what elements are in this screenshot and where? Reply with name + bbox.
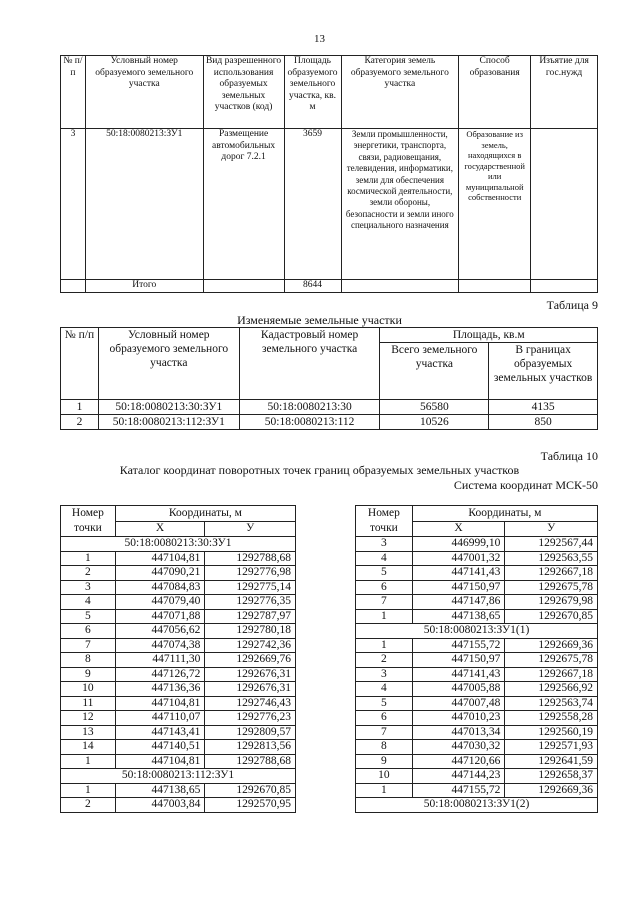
table-row	[356, 682, 598, 697]
table-row	[61, 415, 598, 430]
point-number: 4	[61, 595, 116, 610]
point-number: 3	[356, 667, 413, 682]
cell-num: 2	[61, 415, 99, 430]
table-row	[61, 696, 296, 711]
table-row	[61, 400, 598, 415]
coord-x: 447030,32	[412, 740, 505, 755]
land-plots-table	[60, 55, 598, 293]
table-row	[356, 769, 598, 784]
coord-y: 1292788,68	[205, 754, 296, 769]
col-header-num: № п/п	[61, 328, 99, 400]
cell-cadastral: 50:18:0080213:112	[239, 415, 380, 430]
point-number: 3	[356, 537, 413, 552]
coord-x: 447104,81	[115, 754, 205, 769]
col-header-area: Площадь образуемого земельного участка, кв. м	[284, 56, 341, 129]
col-header-method: Способ образования	[459, 56, 531, 129]
section-row	[356, 798, 598, 813]
table-row	[61, 783, 296, 798]
table-row	[356, 580, 598, 595]
cell-method: Образование из земель, находящихся в государственной или муниципальной собственности	[459, 129, 531, 280]
table-row	[61, 609, 296, 624]
coord-y: 1292641,59	[505, 754, 598, 769]
point-number: 5	[61, 609, 116, 624]
coord-y: 1292787,97	[205, 609, 296, 624]
point-number: 1	[61, 551, 116, 566]
coord-y: 1292567,44	[505, 537, 598, 552]
table-row	[61, 580, 296, 595]
table-header-row	[61, 328, 598, 343]
table-row	[61, 595, 296, 610]
coord-x: 447120,66	[412, 754, 505, 769]
point-number: 13	[61, 725, 116, 740]
coord-x: 447150,97	[412, 653, 505, 668]
point-number: 1	[61, 754, 116, 769]
table-row	[356, 667, 598, 682]
point-number: 3	[61, 580, 116, 595]
coord-x: 447013,34	[412, 725, 505, 740]
section-row	[356, 624, 598, 639]
point-number: 1	[356, 609, 413, 624]
table-row	[61, 624, 296, 639]
point-number: 4	[356, 551, 413, 566]
coord-y: 1292571,93	[505, 740, 598, 755]
coord-y: 1292775,14	[205, 580, 296, 595]
changed-plots-table	[60, 327, 598, 430]
table-row	[61, 638, 296, 653]
coord-x: 447150,97	[412, 580, 505, 595]
coord-y: 1292813,56	[205, 740, 296, 755]
coord-y: 1292676,31	[205, 682, 296, 697]
point-number: 6	[356, 580, 413, 595]
table-row	[61, 711, 296, 726]
coord-x: 447138,65	[115, 783, 205, 798]
col-header-num: № п/п	[61, 56, 86, 129]
point-number: 1	[356, 638, 413, 653]
coord-y: 1292746,43	[205, 696, 296, 711]
section-label: 50:18:0080213:ЗУ1(2)	[356, 798, 598, 813]
col-header-coords: Координаты, м	[115, 506, 295, 522]
coord-y: 1292658,37	[505, 769, 598, 784]
cell-within: 850	[489, 415, 598, 430]
col-header-area: Площадь, кв.м	[380, 328, 598, 343]
table-row	[356, 740, 598, 755]
coord-y: 1292558,28	[505, 711, 598, 726]
point-number: 2	[61, 798, 116, 813]
total-label: Итого	[85, 280, 203, 293]
table-row	[356, 783, 598, 798]
table-row	[61, 566, 296, 581]
coord-y: 1292676,31	[205, 667, 296, 682]
cell-use: Размещение автомобильных дорог 7.2.1	[203, 129, 284, 280]
point-number: 5	[356, 566, 413, 581]
coord-x: 447144,23	[412, 769, 505, 784]
total-row	[61, 280, 598, 293]
col-header-point: Номер точки	[356, 506, 413, 537]
point-number: 9	[61, 667, 116, 682]
coord-x: 447104,81	[115, 696, 205, 711]
table-row	[356, 609, 598, 624]
coords-table-left	[60, 505, 296, 813]
table9-label: Таблица 9	[546, 298, 598, 312]
table-row	[356, 638, 598, 653]
table-row	[356, 595, 598, 610]
coord-x: 447007,48	[412, 696, 505, 711]
coord-y: 1292570,95	[205, 798, 296, 813]
table-row	[61, 682, 296, 697]
table-row	[356, 566, 598, 581]
point-number: 14	[61, 740, 116, 755]
cell-num: 3	[61, 129, 86, 280]
coord-y: 1292776,23	[205, 711, 296, 726]
table-header-row	[61, 56, 598, 129]
coord-x: 447141,43	[412, 566, 505, 581]
coord-x: 447155,72	[412, 783, 505, 798]
table9-title: Изменяемые земельные участки	[237, 313, 402, 327]
table-row	[356, 653, 598, 668]
coord-x: 447126,72	[115, 667, 205, 682]
point-number: 6	[356, 711, 413, 726]
section-row	[61, 537, 296, 552]
point-number: 2	[356, 653, 413, 668]
coord-y: 1292675,78	[505, 653, 598, 668]
coord-y: 1292776,35	[205, 595, 296, 610]
col-header-point: Номер точки	[61, 506, 116, 537]
col-header-y: У	[505, 521, 598, 537]
table-row	[356, 551, 598, 566]
section-label: 50:18:0080213:112:ЗУ1	[61, 769, 296, 784]
col-header-x: X	[115, 521, 205, 537]
table-row	[61, 798, 296, 813]
point-number: 5	[356, 696, 413, 711]
coord-y: 1292560,19	[505, 725, 598, 740]
point-number: 6	[61, 624, 116, 639]
cell-seizure	[531, 129, 598, 280]
cell-area: 3659	[284, 129, 341, 280]
table-row	[61, 129, 598, 280]
coord-x: 447001,32	[412, 551, 505, 566]
table-row	[61, 551, 296, 566]
table-row	[61, 740, 296, 755]
cell-category: Земли промышленности, энергетики, транспорта, связи, радиовещания, телевидения, информатики, земли для обеспечения космической деятельности, земли обороны, безопасности и земли иного специального назначения	[341, 129, 459, 280]
table-row	[61, 667, 296, 682]
table-row	[356, 725, 598, 740]
coord-x: 447074,38	[115, 638, 205, 653]
coord-y: 1292809,57	[205, 725, 296, 740]
col-header-y: У	[205, 521, 296, 537]
coord-y: 1292669,36	[505, 783, 598, 798]
col-header-coords: Координаты, м	[412, 506, 597, 522]
section-label: 50:18:0080213:ЗУ1(1)	[356, 624, 598, 639]
coord-y: 1292566,92	[505, 682, 598, 697]
col-header-seizure: Изъятие для гос.нужд	[531, 56, 598, 129]
coord-x: 447136,36	[115, 682, 205, 697]
cell-total: 56580	[380, 400, 489, 415]
coords-table-right	[355, 505, 598, 813]
cell-number: 50:18:0080213:30:ЗУ1	[98, 400, 239, 415]
col-header-number: Условный номер образуемого земельного участка	[85, 56, 203, 129]
col-header-x: X	[412, 521, 505, 537]
table-row	[61, 653, 296, 668]
point-number: 8	[356, 740, 413, 755]
table-row	[61, 754, 296, 769]
coord-x: 447079,40	[115, 595, 205, 610]
coord-y: 1292669,76	[205, 653, 296, 668]
coord-x: 447003,84	[115, 798, 205, 813]
point-number: 10	[61, 682, 116, 697]
coordinate-system: Система координат МСК-50	[453, 478, 598, 492]
point-number: 10	[356, 769, 413, 784]
coord-x: 447143,41	[115, 725, 205, 740]
coord-x: 447084,83	[115, 580, 205, 595]
col-header-category: Категория земель образуемого земельного участка	[341, 56, 459, 129]
page-number: 13	[314, 33, 325, 45]
coord-y: 1292776,98	[205, 566, 296, 581]
table-header-row	[356, 506, 598, 522]
coord-y: 1292667,18	[505, 667, 598, 682]
col-header-total: Всего земельного участка	[380, 343, 489, 400]
col-header-cadastral: Кадастровый номер земельного участка	[239, 328, 380, 400]
coord-x: 446999,10	[412, 537, 505, 552]
coord-y: 1292670,85	[505, 609, 598, 624]
coord-y: 1292563,55	[505, 551, 598, 566]
coord-x: 447110,07	[115, 711, 205, 726]
coord-y: 1292667,18	[505, 566, 598, 581]
coord-x: 447010,23	[412, 711, 505, 726]
section-label: 50:18:0080213:30:ЗУ1	[61, 537, 296, 552]
table10-title: Каталог координат поворотных точек границ образуемых земельных участков	[119, 463, 520, 477]
coord-y: 1292670,85	[205, 783, 296, 798]
point-number: 7	[61, 638, 116, 653]
point-number: 9	[356, 754, 413, 769]
cell-number: 50:18:0080213:112:ЗУ1	[98, 415, 239, 430]
coord-x: 447147,86	[412, 595, 505, 610]
table-header-row	[61, 506, 296, 522]
table-row	[356, 711, 598, 726]
coord-x: 447104,81	[115, 551, 205, 566]
coord-x: 447141,43	[412, 667, 505, 682]
cell-total: 10526	[380, 415, 489, 430]
col-header-number: Условный номер образуемого земельного участка	[98, 328, 239, 400]
coord-y: 1292780,18	[205, 624, 296, 639]
point-number: 2	[61, 566, 116, 581]
coord-x: 447140,51	[115, 740, 205, 755]
coord-y: 1292742,36	[205, 638, 296, 653]
coord-x: 447155,72	[412, 638, 505, 653]
point-number: 7	[356, 595, 413, 610]
coord-y: 1292788,68	[205, 551, 296, 566]
point-number: 8	[61, 653, 116, 668]
point-number: 12	[61, 711, 116, 726]
cell-number: 50:18:0080213:ЗУ1	[85, 129, 203, 280]
point-number: 4	[356, 682, 413, 697]
coord-y: 1292675,78	[505, 580, 598, 595]
table-row	[356, 537, 598, 552]
col-header-within: В границах образуемых земельных участков	[489, 343, 598, 400]
point-number: 1	[356, 783, 413, 798]
coord-x: 447090,21	[115, 566, 205, 581]
table10-label: Таблица 10	[540, 449, 598, 463]
coord-y: 1292563,74	[505, 696, 598, 711]
coord-x: 447056,62	[115, 624, 205, 639]
cell-num: 1	[61, 400, 99, 415]
point-number: 7	[356, 725, 413, 740]
cell-cadastral: 50:18:0080213:30	[239, 400, 380, 415]
col-header-use: Вид разрешенного использования образуемых земельных участков (код)	[203, 56, 284, 129]
table-row	[356, 754, 598, 769]
point-number: 11	[61, 696, 116, 711]
coord-y: 1292679,98	[505, 595, 598, 610]
cell-within: 4135	[489, 400, 598, 415]
coord-y: 1292669,36	[505, 638, 598, 653]
coord-x: 447138,65	[412, 609, 505, 624]
section-row	[61, 769, 296, 784]
table-row	[356, 696, 598, 711]
coord-x: 447111,30	[115, 653, 205, 668]
point-number: 1	[61, 783, 116, 798]
coord-x: 447005,88	[412, 682, 505, 697]
table-row	[61, 725, 296, 740]
coord-x: 447071,88	[115, 609, 205, 624]
total-value: 8644	[284, 280, 341, 293]
